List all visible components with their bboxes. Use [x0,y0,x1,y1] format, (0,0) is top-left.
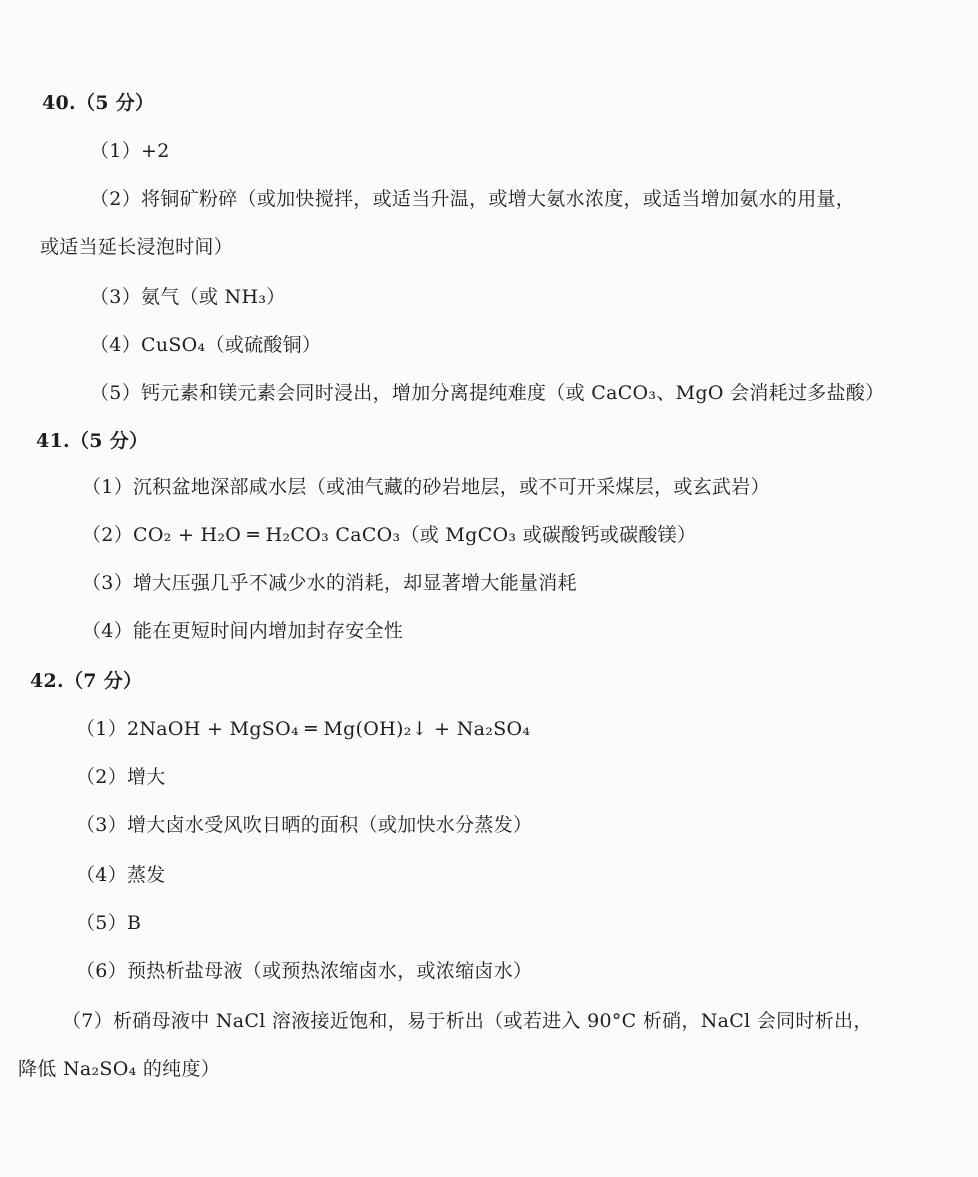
q40-answer-2: （2）将铜矿粉碎（或加快搅拌，或适当升温，或增大氨水浓度，或适当增加氨水的用量， [90,188,856,210]
q41-answer-1: （1）沉积盆地深部咸水层（或油气藏的砂岩地层，或不可开采煤层，或玄武岩） [82,476,770,498]
q40-answer-1: （1）+2 [90,140,170,162]
question-42-header: 42.（7 分） [30,670,143,692]
q42-answer-4: （4）蒸发 [76,864,166,886]
q42-answer-3: （3）增大卤水受风吹日晒的面积（或加快水分蒸发） [76,814,533,836]
q40-answer-5: （5）钙元素和镁元素会同时浸出，增加分离提纯难度（或 CaCO₃、MgO 会消耗过多盐酸） [90,382,885,404]
q42-answer-7-continued: 降低 Na₂SO₄ 的纯度） [18,1058,221,1080]
q42-answer-6: （6）预热析盐母液（或预热浓缩卤水，或浓缩卤水） [76,960,533,982]
q40-answer-4: （4）CuSO₄（或硫酸铜） [90,334,322,356]
question-40-header: 40.（5 分） [42,92,155,114]
q41-answer-4: （4）能在更短时间内增加封存安全性 [82,620,404,642]
q42-answer-2: （2）增大 [76,766,166,788]
q42-answer-7: （7）析硝母液中 NaCl 溶液接近饱和，易于析出（或若进入 90°C 析硝，NaCl 会同时析出， [62,1010,873,1032]
q40-answer-2-continued: 或适当延长浸泡时间） [40,236,234,258]
question-41-header: 41.（5 分） [36,430,149,452]
q42-answer-5: （5）B [76,912,142,934]
q42-answer-1: （1）2NaOH + MgSO₄ ═ Mg(OH)₂↓ + Na₂SO₄ [76,718,531,740]
q41-answer-3: （3）增大压强几乎不减少水的消耗，却显著增大能量消耗 [82,572,577,594]
q41-answer-2: （2）CO₂ + H₂O ═ H₂CO₃ CaCO₃（或 MgCO₃ 或碳酸钙或碳酸镁） [82,524,697,546]
q40-answer-3: （3）氨气（或 NH₃） [90,286,286,308]
